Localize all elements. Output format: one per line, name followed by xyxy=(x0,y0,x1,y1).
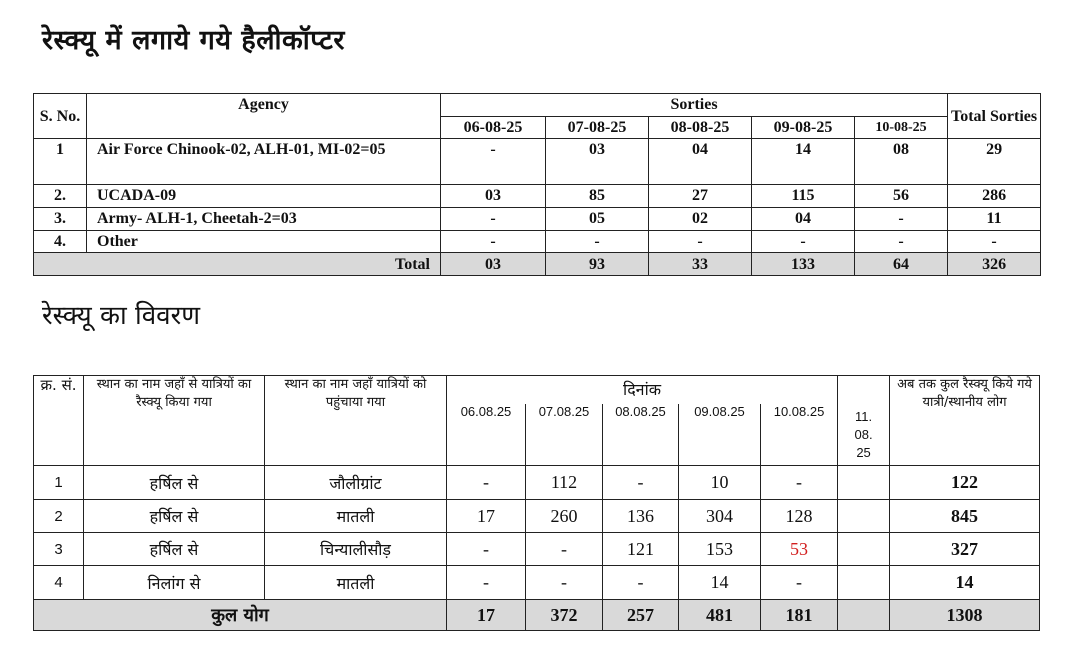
value-cell: - xyxy=(603,566,679,600)
sno-cell: 3. xyxy=(34,208,87,231)
value-cell: 14 xyxy=(679,566,761,600)
value-cell: 153 xyxy=(679,533,761,566)
date-cell: 06-08-25 xyxy=(441,117,546,139)
sno-cell: 1 xyxy=(34,139,87,185)
date-last-part: 11. xyxy=(854,408,873,424)
header-agency: Agency xyxy=(87,94,441,139)
total-cell: 327 xyxy=(890,533,1040,566)
date-last-part: 25 xyxy=(856,444,871,460)
value-cell: - xyxy=(447,466,526,500)
value-cell: 115 xyxy=(752,185,855,208)
date-cell: 06.08.25 xyxy=(447,404,526,466)
table-row xyxy=(34,185,1041,208)
to-cell: मातली xyxy=(265,500,447,533)
date-cell: 09.08.25 xyxy=(679,404,761,466)
value-cell xyxy=(838,500,890,533)
agency-cell: Other xyxy=(87,231,441,253)
value-cell: 03 xyxy=(441,185,546,208)
agency-cell: Army- ALH-1, Cheetah-2=03 xyxy=(87,208,441,231)
from-cell: हर्षिल से xyxy=(84,533,265,566)
value-cell: 10 xyxy=(679,466,761,500)
value-cell: 05 xyxy=(546,208,649,231)
to-cell: जौलीग्रांट xyxy=(265,466,447,500)
total-value: 133 xyxy=(752,253,855,276)
date-last-cell xyxy=(838,376,890,466)
table-row xyxy=(34,566,1040,600)
header-total: अब तक कुल रैस्क्यू किये गये यात्री/स्थानीय लोग xyxy=(890,376,1040,466)
value-cell: - xyxy=(447,566,526,600)
agency-cell: UCADA-09 xyxy=(87,185,441,208)
value-cell: 27 xyxy=(649,185,752,208)
sno-cell: 1 xyxy=(34,466,84,500)
value-cell: 02 xyxy=(649,208,752,231)
total-cell: - xyxy=(948,231,1041,253)
header-sorties: Sorties xyxy=(441,94,948,117)
sno-cell: 2. xyxy=(34,185,87,208)
date-cell: 10.08.25 xyxy=(761,404,838,466)
total-value: 33 xyxy=(649,253,752,276)
date-cell: 10-08-25 xyxy=(855,117,948,139)
value-cell: - xyxy=(603,466,679,500)
table-row xyxy=(34,208,1041,231)
date-cell: 08.08.25 xyxy=(603,404,679,466)
from-cell: हर्षिल से xyxy=(84,466,265,500)
value-cell: - xyxy=(441,208,546,231)
value-cell: 56 xyxy=(855,185,948,208)
header-from: स्थान का नाम जहाँ से यात्रियों का रैस्क्यू किया गया xyxy=(84,376,265,466)
total-cell: 29 xyxy=(948,139,1041,185)
total-cell: 286 xyxy=(948,185,1041,208)
to-cell: चिन्यालीसौड़ xyxy=(265,533,447,566)
grand-total: 1308 xyxy=(890,600,1040,631)
value-cell: 136 xyxy=(603,500,679,533)
total-value: 257 xyxy=(603,600,679,631)
total-value: 93 xyxy=(546,253,649,276)
total-value: 17 xyxy=(447,600,526,631)
value-cell: 08 xyxy=(855,139,948,185)
page-title-rescue: रेस्क्यू का विवरण xyxy=(42,301,201,331)
value-cell: 304 xyxy=(679,500,761,533)
value-cell: - xyxy=(546,231,649,253)
total-value: 64 xyxy=(855,253,948,276)
header-to: स्थान का नाम जहाँ यात्रियों को पहुंचाया गया xyxy=(265,376,447,466)
table-row xyxy=(34,139,1041,185)
value-cell xyxy=(838,566,890,600)
value-cell: 17 xyxy=(447,500,526,533)
value-cell: 04 xyxy=(649,139,752,185)
value-cell: - xyxy=(441,139,546,185)
date-cell: 09-08-25 xyxy=(752,117,855,139)
value-cell: - xyxy=(855,231,948,253)
total-row xyxy=(34,600,1040,631)
value-cell: - xyxy=(526,533,603,566)
total-cell: 11 xyxy=(948,208,1041,231)
value-cell xyxy=(838,466,890,500)
total-row xyxy=(34,253,1041,276)
total-value: 481 xyxy=(679,600,761,631)
grand-total: 326 xyxy=(948,253,1041,276)
value-cell-highlighted: 53 xyxy=(761,533,838,566)
rescue-header-row xyxy=(34,376,1040,404)
date-cell: 07-08-25 xyxy=(546,117,649,139)
table-row xyxy=(34,500,1040,533)
total-value: 372 xyxy=(526,600,603,631)
value-cell: 14 xyxy=(752,139,855,185)
sorties-header-row xyxy=(34,94,1041,117)
total-value xyxy=(838,600,890,631)
to-cell: मातली xyxy=(265,566,447,600)
from-cell: निलांग से xyxy=(84,566,265,600)
sno-cell: 4 xyxy=(34,566,84,600)
sno-cell: 4. xyxy=(34,231,87,253)
rescue-table xyxy=(33,375,1040,631)
value-cell: - xyxy=(649,231,752,253)
value-cell: 03 xyxy=(546,139,649,185)
header-sno: S. No. xyxy=(34,94,87,139)
header-total-sorties: Total Sorties xyxy=(948,94,1041,139)
table-row xyxy=(34,231,1041,253)
date-last-part: 08. xyxy=(854,426,873,442)
value-cell: - xyxy=(526,566,603,600)
value-cell: 260 xyxy=(526,500,603,533)
total-value: 03 xyxy=(441,253,546,276)
header-sno: क्र. सं. xyxy=(34,376,84,466)
value-cell: - xyxy=(761,466,838,500)
value-cell: - xyxy=(761,566,838,600)
total-cell: 845 xyxy=(890,500,1040,533)
table-row xyxy=(34,533,1040,566)
sno-cell: 3 xyxy=(34,533,84,566)
value-cell: 04 xyxy=(752,208,855,231)
total-cell: 14 xyxy=(890,566,1040,600)
value-cell xyxy=(838,533,890,566)
date-cell: 07.08.25 xyxy=(526,404,603,466)
value-cell: 121 xyxy=(603,533,679,566)
value-cell: - xyxy=(855,208,948,231)
value-cell: 128 xyxy=(761,500,838,533)
value-cell: 85 xyxy=(546,185,649,208)
date-cell: 08-08-25 xyxy=(649,117,752,139)
total-cell: 122 xyxy=(890,466,1040,500)
value-cell: 112 xyxy=(526,466,603,500)
total-label: कुल योग xyxy=(34,600,447,631)
total-value: 181 xyxy=(761,600,838,631)
total-label: Total xyxy=(34,253,441,276)
from-cell: हर्षिल से xyxy=(84,500,265,533)
value-cell: - xyxy=(447,533,526,566)
table-row xyxy=(34,466,1040,500)
agency-cell: Air Force Chinook-02, ALH-01, MI-02=05 xyxy=(87,139,441,185)
page-title-helicopters: रेस्क्यू में लगाये गये हैलीकॉप्टर xyxy=(42,25,345,56)
sorties-table xyxy=(33,93,1041,276)
value-cell: - xyxy=(441,231,546,253)
value-cell: - xyxy=(752,231,855,253)
header-date: दिनांक xyxy=(447,376,838,404)
sno-cell: 2 xyxy=(34,500,84,533)
